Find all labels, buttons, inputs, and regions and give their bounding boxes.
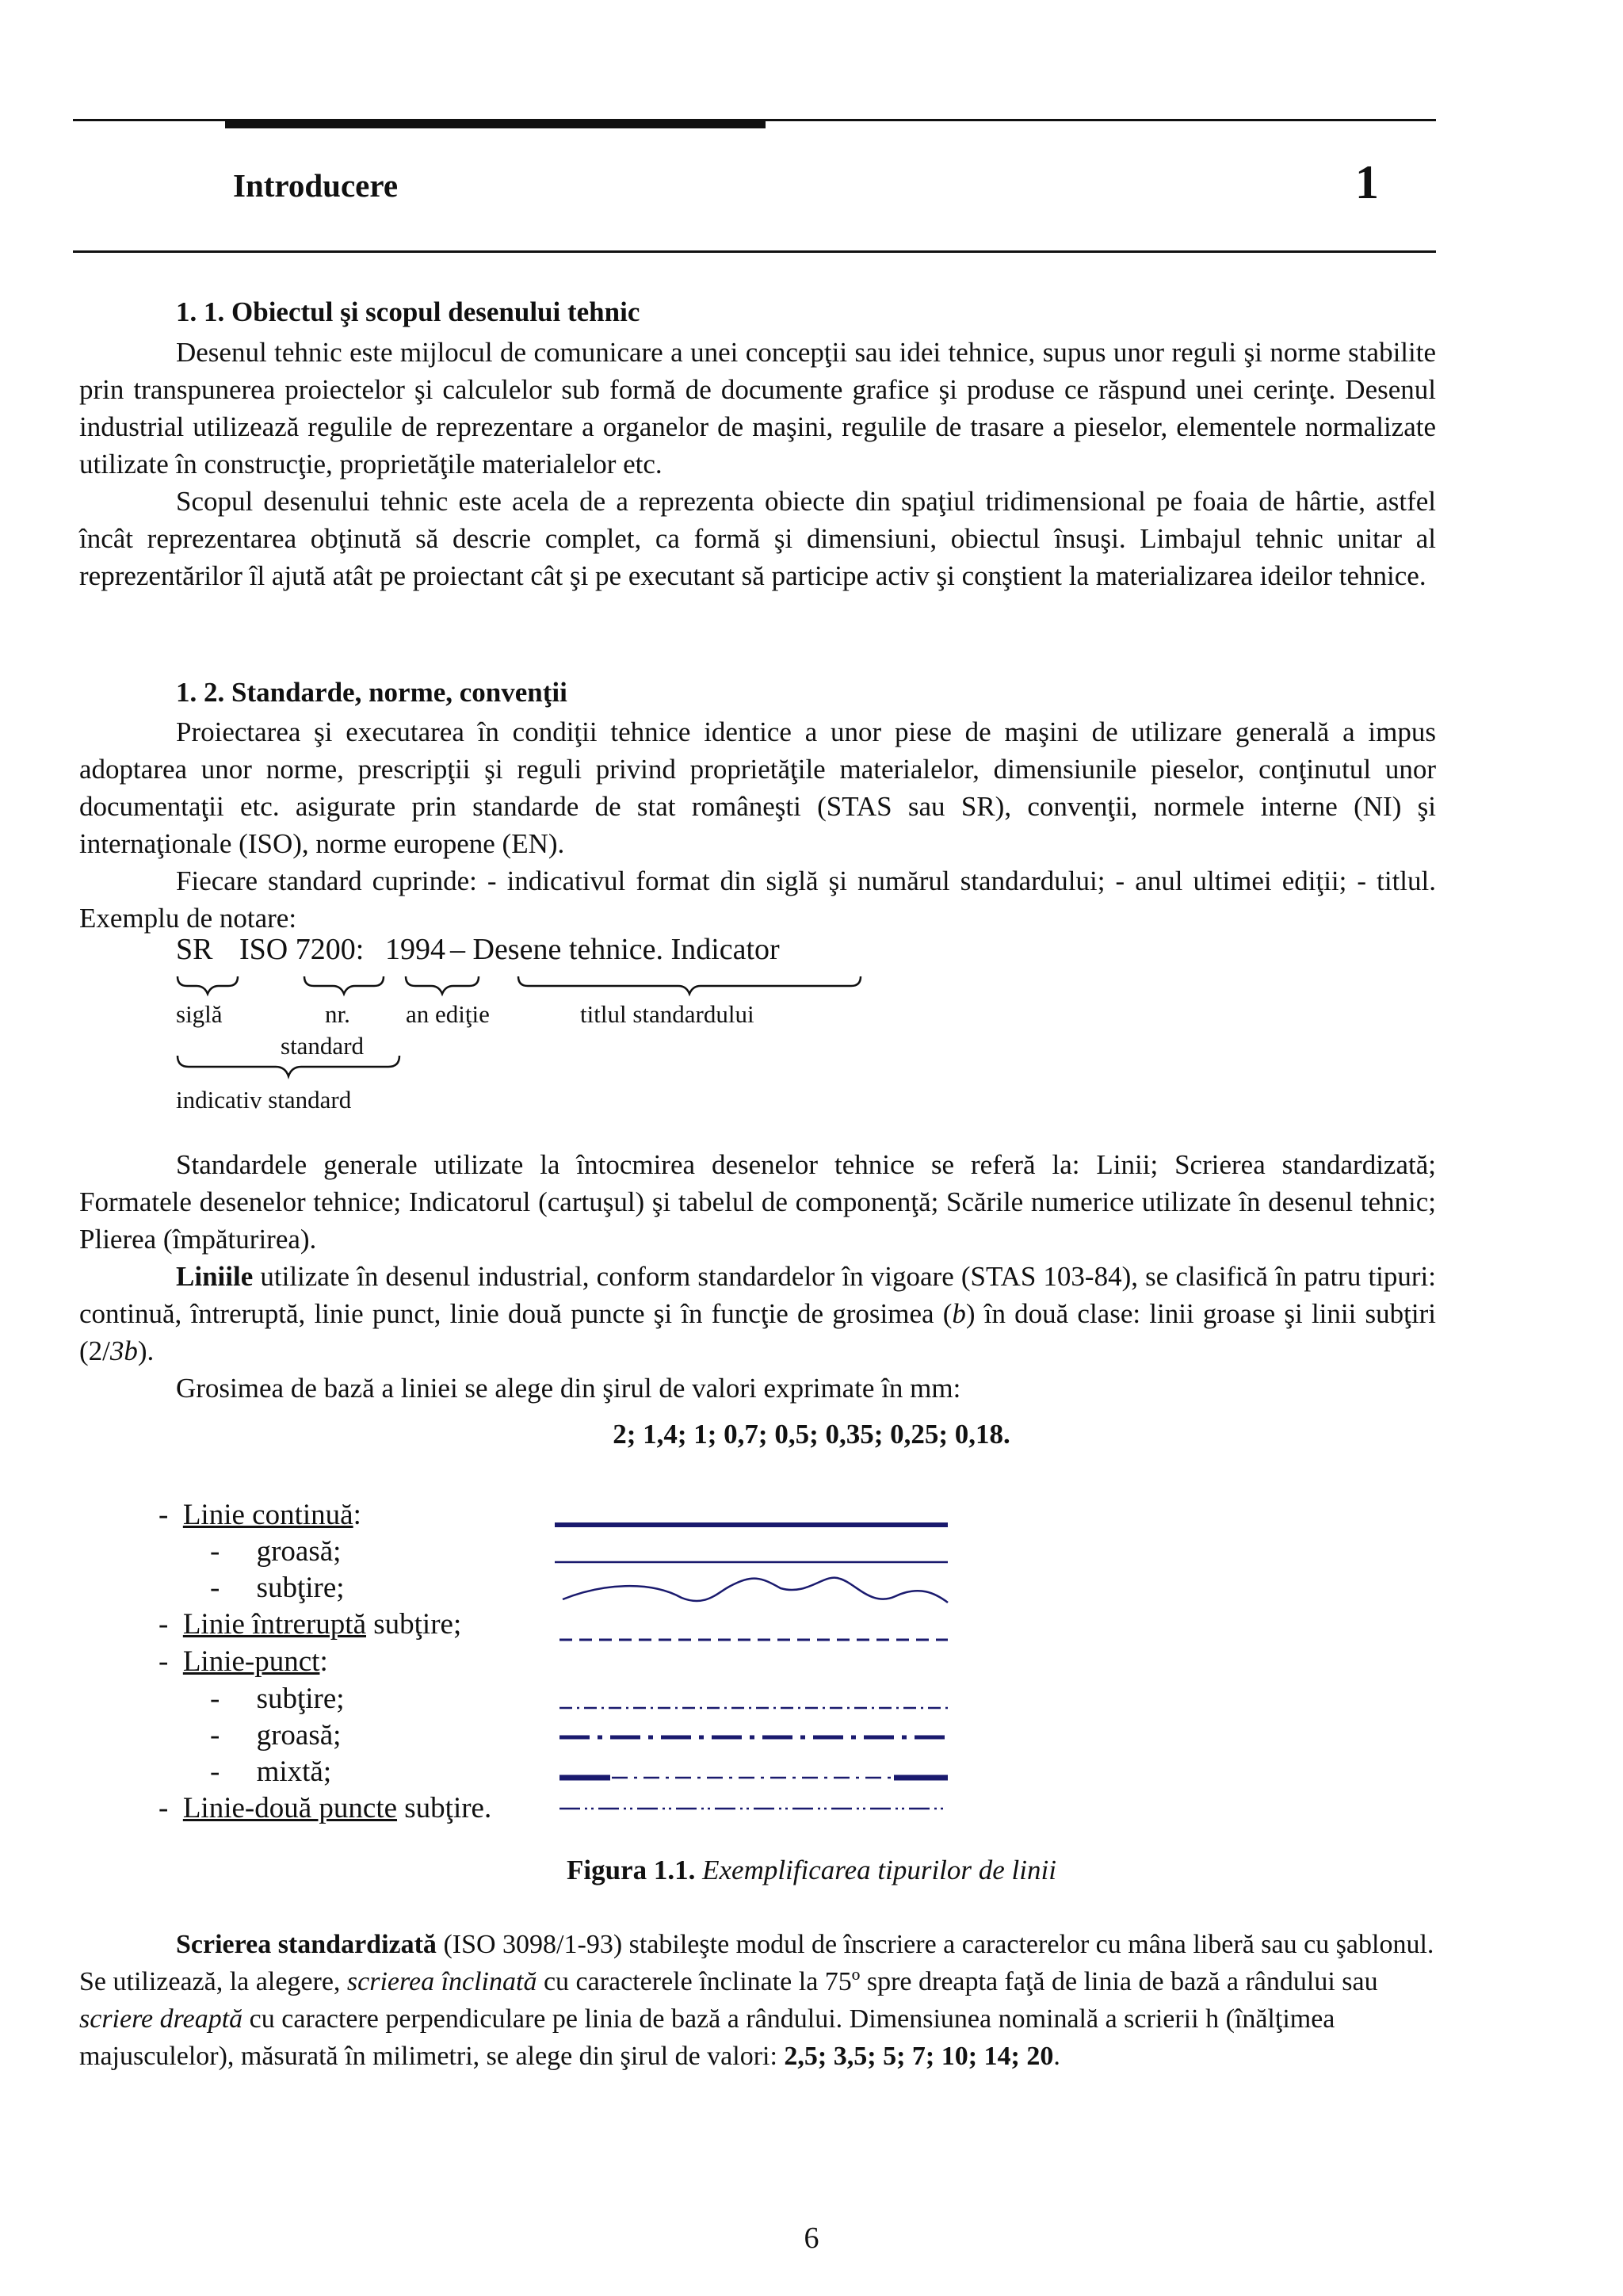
line-samples [555, 1525, 948, 1809]
scrierea-bold: Scrierea standardizată [176, 1930, 437, 1959]
section-2-paragraph-2: Fiecare standard cuprinde: - indicativul format din siglă şi numărul standardului; - anul ultimei ediţii; - titlul. Exemplu de notare: [79, 865, 1436, 934]
legend-intrerupta: - Linie întreruptă subţire; [158, 1608, 462, 1641]
example-iso: ISO 7200: [239, 933, 365, 966]
liniile-text-c: ) în două clase: linii groase şi linii subţiri (2/ [79, 1298, 1436, 1366]
section-4-body [79, 1926, 1436, 2075]
chapter-title: Introducere [233, 167, 399, 204]
scrierea-text-b: cu caracterele înclinate la 75º spre dreapta faţă de linia de bază a rândului sau [537, 1967, 1378, 1996]
scrierea-text-a: (ISO 3098/1-93) stabileşte modul de înscriere a caracterelor cu mâna liberă sau cu şablonul. Se utilizează, la alegere, [79, 1930, 1434, 1996]
section-3-paragraph-2 [79, 1258, 1436, 1370]
example-sr: SR [176, 933, 213, 966]
brace-editie [406, 976, 479, 994]
figure-caption-text: Exemplificarea tipurilor de linii [695, 1855, 1056, 1885]
brace-sigla [178, 976, 238, 994]
legend-groasa: - groasă; [210, 1535, 342, 1568]
scrierea-inclinata: scrierea înclinată [346, 1967, 537, 1996]
sample-continua-ondulata [563, 1578, 948, 1603]
label-indicativ: indicativ standard [176, 1086, 352, 1114]
brace-titlu [518, 976, 861, 994]
section-3-body [79, 1146, 1436, 1407]
figure-caption [0, 1855, 1623, 1886]
liniile-bold: Liniile [176, 1261, 254, 1292]
thickness-values: 2; 1,4; 1; 0,7; 0,5; 0,35; 0,25; 0,18. [613, 1419, 1010, 1450]
example-year: 1994 [385, 933, 445, 966]
section-4-paragraph [79, 1926, 1436, 2075]
scrierea-text-c: cu caractere perpendiculare pe linia de bază a rândului. Dimensiunea nominală a scrierii h (înălţimea majusculelor), măsurată în milimetri, se alege din şirul de valori: [79, 2004, 1335, 2071]
scrierea-values: 2,5; 3,5; 5; 7; 10; 14; 20 [784, 2042, 1054, 2071]
label-an-editie: an ediţie [406, 1000, 490, 1028]
legend-doua-puncte: - Linie-două puncte subţire. [158, 1792, 492, 1824]
liniile-text-d: 3b [109, 1335, 138, 1366]
scrierea-dreapta: scriere dreaptă [79, 2004, 243, 2034]
legend-subtire: - subţire; [210, 1572, 345, 1604]
brace-group [178, 976, 861, 1076]
section-2-heading: 1. 2. Standarde, norme, convenţii [176, 677, 567, 708]
section-1-heading: 1. 1. Obiectul şi scopul desenului tehnic [176, 296, 640, 327]
legend-punct-groasa: - groasă; [210, 1719, 342, 1752]
page-number: 6 [804, 2222, 819, 2255]
figure-label: Figura 1.1. [567, 1855, 696, 1885]
scrierea-end: . [1053, 2042, 1060, 2071]
legend-punct-mixta: - mixtă; [210, 1755, 332, 1788]
example-title: – Desene tehnice. Indicator [450, 933, 780, 966]
label-sigla: siglă [176, 1000, 223, 1028]
section-3-paragraph-1: Standardele generale utilizate la întocmirea desenelor tehnice se referă la: Linii; Scrierea standardizată; Formatele desenelor tehnice; Indicatorul (cartuşul) şi tabelul de componenţă; Scările numerice utilizate în desenul tehnic; Plierea (împăturirea). [79, 1149, 1436, 1255]
label-titlu: titlul standardului [580, 1000, 754, 1028]
legend-punct: - Linie-punct: [158, 1645, 328, 1678]
liniile-text-b: b [952, 1298, 966, 1329]
liniile-text-e: ). [137, 1335, 155, 1366]
legend-punct-subtire: - subţire; [210, 1683, 345, 1715]
section-1-paragraph-1: Desenul tehnic este mijlocul de comunicare a unei concepţii sau idei tehnice, supus unor reguli şi norme stabilite prin transpunerea proiectelor şi calculelor sub formă de documente grafice şi produse ce răspund unei cerinţe. Desenul industrial utilizează regulile de reprezentare a organelor de maşini, regulile de trasare a pieselor, elementele normalizate utilizate în construcţie, proprietăţile materialelor etc. [79, 337, 1436, 479]
section-3-paragraph-3: Grosimea de bază a liniei se alege din şirul de valori exprimate în mm: [176, 1373, 961, 1404]
brace-nr [304, 976, 384, 994]
chapter-number: 1 [1355, 156, 1379, 208]
legend-continua: - Linie continuă: [158, 1499, 361, 1531]
brace-indicativ [178, 1056, 399, 1076]
section-1-paragraph-2: Scopul desenului tehnic este acela de a reprezenta obiecte din spaţiul tridimensional pe foaia de hârtie, astfel încât reprezentarea obţinută să descrie complet, ca formă şi dimensiuni, obiectul însuşi. Limbajul tehnic unitar al reprezentărilor îl ajută atât pe proiectant cât şi pe executant să participe activ şi conştient la materializarea ideilor tehnice. [79, 486, 1436, 591]
label-nr: nr. [325, 1000, 350, 1028]
liniile-text-a: utilizate în desenul industrial, conform standardelor în vigoare (STAS 103-84), se clasifică în patru tipuri: continuă, întreruptă, linie punct, linie două puncte şi în funcţie de grosimea ( [79, 1261, 1436, 1329]
section-2-paragraph-1: Proiectarea şi executarea în condiţii tehnice identice a unor piese de maşini de utilizare generală a impus adoptarea unor norme, prescripţii şi reguli privind proprietăţile materialelor, dimensiunile pieselor, conţinutul unor documentaţii etc. asigurate prin standarde de stat româneşti (STAS sau SR), convenţii, normele interne (NI) şi internaţionale (ISO), norme europene (EN). [79, 716, 1436, 859]
label-standard: standard [281, 1032, 365, 1060]
